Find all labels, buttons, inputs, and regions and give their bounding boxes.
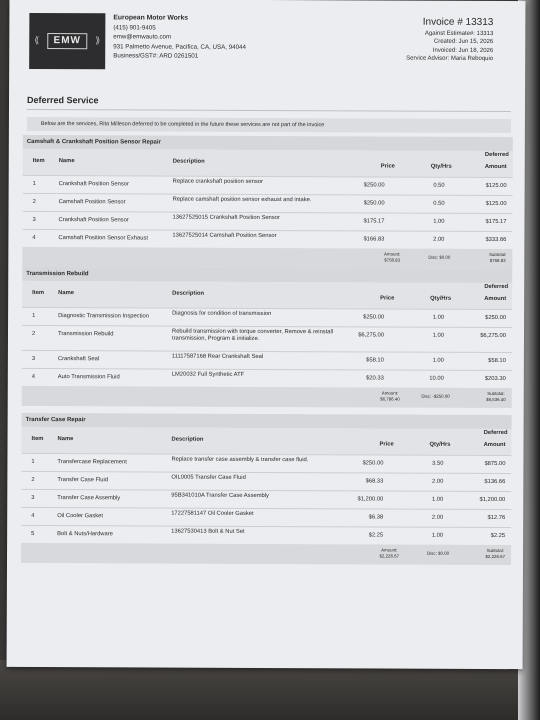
col-qty: Qty/Hrs <box>429 441 451 448</box>
item-qty: 1.00 <box>433 218 445 225</box>
col-price: Price <box>379 441 394 448</box>
item-qty: 0.50 <box>433 182 445 189</box>
item-number: 2 <box>31 476 35 483</box>
service-section <box>22 135 513 269</box>
amount-total: Amount: $758.83 <box>383 251 401 263</box>
item-name: Transfer Case Assembly <box>57 495 121 502</box>
company-email: emw@emwauto.com <box>113 33 172 41</box>
item-number: 5 <box>31 530 35 537</box>
item-number: 2 <box>31 330 36 337</box>
subtotal: Subtotal: $2,226.67 <box>485 547 506 559</box>
deferred-label: Deferred <box>484 283 509 291</box>
subtotal: Subtotal: $6,536.40 <box>486 390 506 402</box>
item-number: 1 <box>31 458 35 465</box>
item-number: 4 <box>31 373 36 380</box>
item-price: $250.00 <box>363 314 385 321</box>
amount-total: Amount: $2,226.67 <box>379 547 400 559</box>
table-surface <box>0 660 540 720</box>
item-qty: 2.00 <box>432 478 444 485</box>
item-amount: $203.30 <box>484 375 506 383</box>
item-description: Rebuild transmission with torque converter, Remove & reinstall transmission, Program & initialize. <box>171 328 334 342</box>
item-name: Transmission Rebuild <box>57 331 114 338</box>
logo-text: EMW <box>47 33 87 49</box>
item-amount: $2.25 <box>490 532 506 540</box>
item-description: 13627530413 Bolt & Nut Set <box>171 528 245 535</box>
line-item-row <box>21 507 511 527</box>
line-item-row <box>22 211 512 231</box>
item-qty: 1.00 <box>432 332 445 339</box>
col-amount: Amount <box>484 163 507 171</box>
item-description: LM20032 Full Synthetic ATF <box>171 371 245 378</box>
item-amount: $12.76 <box>487 514 506 522</box>
invoice-page <box>7 0 526 669</box>
item-price: $6,275.00 <box>358 332 385 339</box>
col-price: Price <box>380 163 395 170</box>
line-item-row <box>22 307 512 327</box>
item-number: 4 <box>31 512 35 519</box>
item-qty: 1.00 <box>432 314 445 321</box>
col-name: Name <box>58 158 75 165</box>
item-price: $250.00 <box>363 182 385 189</box>
item-description: 95B341010A Transfer Case Assembly <box>171 492 269 500</box>
invoiced-date: Invoiced: Jun 18, 2026 <box>432 47 494 54</box>
item-name: Bolt & Nuts/Hardware <box>57 531 113 538</box>
col-amount: Amount <box>484 295 507 303</box>
item-qty: 1.00 <box>431 496 444 503</box>
item-number: 2 <box>32 198 36 205</box>
item-name: Transfer Case Fluid <box>57 477 109 484</box>
line-item-row <box>22 229 512 249</box>
item-qty: 3.50 <box>432 460 444 467</box>
item-description: Replace transfer case assembly & transfer case fluid. <box>171 456 309 464</box>
col-price: Price <box>380 295 395 302</box>
item-name: Crankshaft Position Sensor <box>58 181 129 188</box>
item-description: 11117587168 Rear Crankshaft Seal <box>171 353 264 360</box>
item-price: $2.25 <box>368 532 384 539</box>
item-qty: 10.00 <box>429 375 444 382</box>
item-qty: 2.00 <box>431 514 444 521</box>
section-totals <box>21 543 511 565</box>
subtotal: Subtotal: $758.83 <box>488 251 507 263</box>
item-amount: $6,275.00 <box>480 332 507 340</box>
company-address: 931 Palmetto Avenue, Pacifica, CA, USA, 94044 <box>113 42 246 51</box>
item-qty: 0.50 <box>433 200 445 207</box>
item-name: Diagnostic Transmission Inspection <box>58 313 149 320</box>
wing-icon-left: ⟪ <box>34 34 40 46</box>
item-description: OIL0005 Transfer Case Fluid <box>171 474 246 481</box>
item-name: Camshaft Position Sensor <box>58 199 126 206</box>
line-item-row <box>21 453 511 473</box>
line-item-row <box>22 368 512 388</box>
col-description: Description <box>171 436 204 443</box>
column-header-row <box>23 149 513 177</box>
line-item-row <box>21 525 511 545</box>
item-price: $68.33 <box>365 478 384 485</box>
column-header-row <box>22 281 512 309</box>
item-name: Crankshaft Position Sensor <box>58 217 129 224</box>
col-qty: Qty/Hrs <box>430 163 452 170</box>
item-amount: $136.66 <box>484 478 506 486</box>
item-amount: $333.66 <box>485 236 507 244</box>
item-description: Replace camshaft position sensor exhaust and intake. <box>172 196 312 204</box>
company-logo <box>29 13 105 69</box>
item-name: Transfercase Replacement <box>57 459 127 466</box>
page-title: Deferred Service <box>26 94 99 106</box>
col-item: Item <box>31 435 44 443</box>
service-section <box>22 267 513 408</box>
item-number: 3 <box>31 355 36 362</box>
item-price: $20.33 <box>366 375 384 382</box>
line-item-row <box>21 471 511 491</box>
line-item-row <box>21 489 511 509</box>
intro-text: Below are the services, Rita Milleson deferred to be completed in the future these services are not part of the invoice <box>27 117 511 133</box>
service-section <box>21 413 512 565</box>
company-info <box>113 13 246 61</box>
item-amount: $875.00 <box>484 460 506 468</box>
company-business-id: Business/GST#: ARD 0261501 <box>113 52 199 60</box>
item-amount: $125.00 <box>485 200 507 208</box>
item-amount: $250.00 <box>485 314 507 322</box>
item-description: 13627525014 Camshaft Position Sensor <box>172 232 277 240</box>
section-title: Camshaft & Crankshaft Position Sensor Repair <box>23 135 513 151</box>
company-name: European Motor Works <box>113 14 189 22</box>
item-price: $250.00 <box>363 200 385 207</box>
section-totals <box>22 386 512 408</box>
line-item-row <box>22 350 512 370</box>
item-description: Diagnosis for condition of transmission <box>172 310 272 318</box>
item-number: 3 <box>31 494 35 501</box>
item-number: 1 <box>32 180 36 187</box>
wing-icon-right: ⟫ <box>95 35 101 46</box>
item-description: 13627525015 Crankshaft Position Sensor <box>172 214 280 222</box>
column-header-row <box>21 427 511 455</box>
discount: Disc: $0.00 <box>428 254 451 260</box>
item-price: $250.00 <box>362 460 384 467</box>
item-number: 4 <box>32 234 36 241</box>
divider <box>27 109 511 112</box>
item-amount: $175.17 <box>485 218 507 226</box>
item-amount: $58.10 <box>488 357 506 365</box>
item-name: Oil Cooler Gasket <box>57 513 103 520</box>
col-name: Name <box>57 436 74 443</box>
item-description: 17227581147 Oil Cooler Gasket <box>171 510 254 517</box>
item-description: Replace crankshaft position sensor <box>172 178 263 185</box>
estimate-number: Against Estimate#: 13313 <box>424 30 494 37</box>
item-qty: 1.00 <box>432 357 444 364</box>
col-description: Description <box>172 158 205 165</box>
section-title: Transmission Rebuild <box>22 267 512 283</box>
section-totals <box>22 247 512 269</box>
col-name: Name <box>58 290 74 297</box>
item-amount: $1,200.00 <box>479 496 506 504</box>
col-item: Item <box>32 157 45 165</box>
discount: Disc: -$250.00 <box>421 393 450 399</box>
deferred-label: Deferred <box>484 151 509 159</box>
col-item: Item <box>32 289 45 297</box>
item-qty: 2.00 <box>433 236 445 243</box>
service-advisor: Service Advisor: Maria Reboquio <box>406 55 494 62</box>
company-phone: (415) 901-9405 <box>113 23 156 32</box>
line-item-row <box>22 325 512 352</box>
item-amount: $125.00 <box>485 182 507 190</box>
item-qty: 1.00 <box>431 532 444 539</box>
invoice-info <box>406 16 494 64</box>
item-number: 3 <box>32 216 36 223</box>
col-qty: Qty/Hrs <box>430 295 452 302</box>
item-number: 1 <box>32 312 36 319</box>
item-price: $166.83 <box>363 236 385 243</box>
line-item-row <box>23 193 513 213</box>
line-item-row <box>23 175 513 195</box>
discount: Disc: $0.00 <box>427 550 450 556</box>
section-title: Transfer Case Repair <box>22 413 512 429</box>
item-price: $175.17 <box>363 218 385 225</box>
item-name: Crankshaft Seal <box>57 356 100 363</box>
col-description: Description <box>172 290 205 297</box>
item-price: $58.10 <box>366 357 384 364</box>
amount-total: Amount: $6,786.40 <box>380 390 400 402</box>
created-date: Created: Jun 15, 2026 <box>433 38 494 45</box>
item-name: Auto Transmission Fluid <box>57 374 120 381</box>
item-name: Camshaft Position Sensor Exhaust <box>58 235 149 242</box>
item-price: $1,200.00 <box>357 496 384 503</box>
col-amount: Amount <box>483 441 506 449</box>
item-price: $6.38 <box>368 514 384 521</box>
deferred-label: Deferred <box>483 429 508 437</box>
invoice-number: Invoice # 13313 <box>422 16 494 28</box>
